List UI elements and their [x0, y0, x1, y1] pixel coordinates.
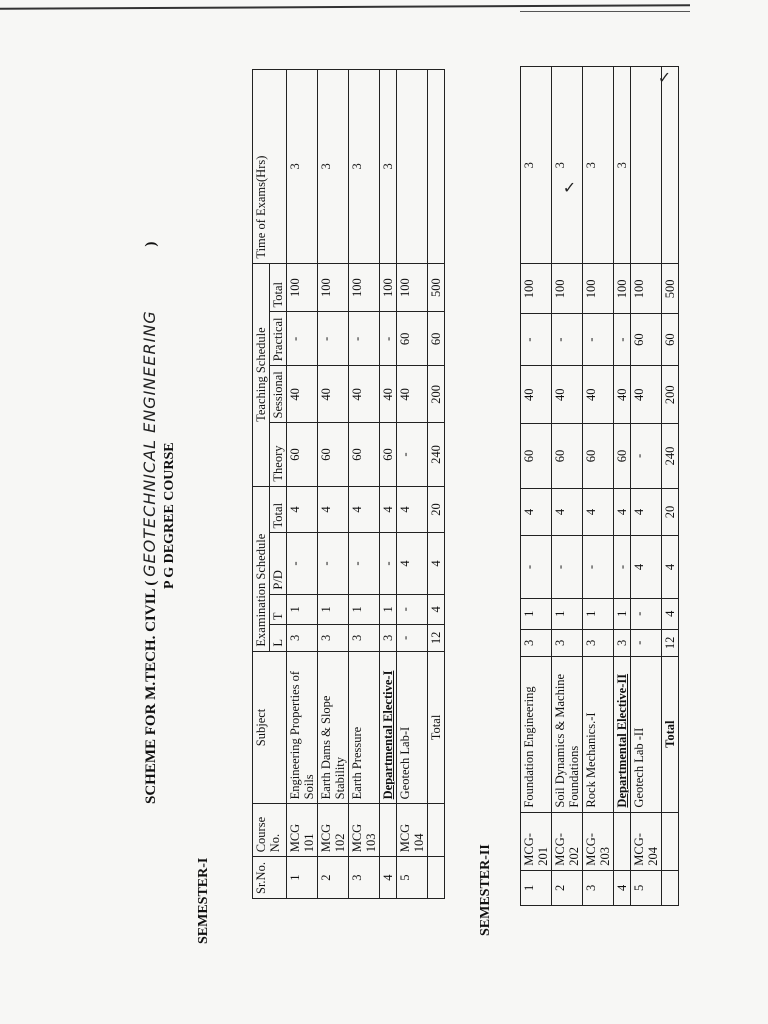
cell-sr: 5 — [631, 870, 662, 905]
cell-PD: - — [614, 536, 631, 598]
cell-tot: 4 — [349, 486, 380, 533]
cell-T: 1 — [521, 598, 552, 629]
cell-L: - — [631, 629, 662, 656]
table-row — [349, 70, 380, 899]
cell-subject: Rock Mechanics.-I — [583, 656, 614, 812]
cell-time: 3 — [614, 67, 631, 264]
cell-sess: 40 — [318, 366, 349, 423]
cell-sr: 2 — [552, 870, 583, 905]
total-label: Total — [428, 651, 445, 804]
cell-subject: Foundation Engineering — [521, 656, 552, 812]
cell-total: 100 — [349, 263, 380, 312]
cell-theory: - — [631, 424, 662, 488]
cell-T: 1 — [583, 598, 614, 629]
cell-theory: 60 — [318, 423, 349, 486]
total-theory: 240 — [662, 424, 679, 488]
total-L: 12 — [662, 629, 679, 656]
cell-T: - — [631, 598, 662, 629]
title-suffix: ) — [143, 241, 159, 247]
cell-sess: 40 — [380, 366, 397, 423]
cell-time: 3 — [521, 67, 552, 264]
cell-course — [614, 812, 631, 870]
cell-sess: 40 — [631, 366, 662, 424]
cell-course: MCG- 204 — [631, 812, 662, 870]
cell-theory: 60 — [521, 424, 552, 488]
semester-1-table — [252, 69, 445, 899]
cell-PD: - — [583, 536, 614, 598]
cell-PD: - — [552, 536, 583, 598]
cell-theory: 60 — [552, 424, 583, 488]
cell-sr: 3 — [349, 857, 380, 899]
document-title — [140, 104, 160, 804]
cell-prac: 60 — [631, 314, 662, 366]
cell-total: 100 — [552, 264, 583, 314]
cell-sr: 5 — [397, 857, 428, 899]
semester-2-table — [520, 66, 679, 906]
cell-total: 100 — [631, 264, 662, 314]
cell-L: 3 — [287, 625, 318, 651]
header-L: L — [270, 625, 287, 651]
header-T: T — [270, 594, 287, 625]
semester-2-label: SEMESTER-II — [478, 844, 493, 936]
total-label: Total — [662, 656, 679, 812]
cell-course: MCG 101 — [287, 804, 318, 857]
cell-tot: 4 — [631, 488, 662, 536]
empty-cell — [428, 857, 445, 899]
cell-time: 3 — [349, 70, 380, 264]
header-exam-schedule: Examination Schedule — [253, 486, 270, 651]
cell-course: MCG 102 — [318, 804, 349, 857]
cell-L: - — [397, 625, 428, 651]
total-PD: 4 — [428, 533, 445, 594]
cell-course — [380, 804, 397, 857]
cell-theory: 60 — [614, 424, 631, 488]
cell-L: 3 — [380, 625, 397, 651]
total-L: 12 — [428, 625, 445, 651]
table-row — [631, 67, 662, 906]
cell-total: 100 — [287, 263, 318, 312]
table-row — [287, 70, 318, 899]
total-row — [662, 67, 679, 906]
total-theory: 240 — [428, 423, 445, 486]
cell-sr: 1 — [521, 870, 552, 905]
cell-T: 1 — [349, 594, 380, 625]
total-sess: 200 — [662, 366, 679, 424]
cell-PD: - — [318, 533, 349, 594]
cell-subject: Departmental Elective-II — [614, 656, 631, 812]
cell-T: 1 — [552, 598, 583, 629]
semester-1-label: SEMESTER-I — [196, 857, 211, 944]
total-total: 500 — [662, 264, 679, 314]
cell-prac: - — [583, 314, 614, 366]
cell-sess: 40 — [349, 366, 380, 423]
cell-course: MCG- 202 — [552, 812, 583, 870]
cell-tot: 4 — [521, 488, 552, 536]
cell-PD: 4 — [397, 533, 428, 594]
cell-time: 3 — [583, 67, 614, 264]
cell-total: 100 — [583, 264, 614, 314]
header-sessional: Sessional — [270, 366, 287, 423]
header-teaching-schedule: Teaching Schedule — [253, 263, 270, 486]
cell-tot: 4 — [380, 486, 397, 533]
cell-sr: 3 — [583, 870, 614, 905]
title-prefix: SCHEME FOR M.TECH. CIVIL ( — [143, 580, 159, 804]
total-prac: 60 — [662, 314, 679, 366]
semester-2-body — [521, 67, 679, 906]
cell-T: 1 — [380, 594, 397, 625]
cell-L: 3 — [318, 625, 349, 651]
cell-time: 3 — [552, 67, 583, 264]
cell-theory: 60 — [583, 424, 614, 488]
total-T: 4 — [428, 594, 445, 625]
header-PD: P/D — [270, 533, 287, 594]
cell-time — [631, 67, 662, 264]
total-prac: 60 — [428, 312, 445, 366]
header-practical: Practical — [270, 312, 287, 366]
cell-T: 1 — [287, 594, 318, 625]
cell-subject: Geotech Lab-I — [397, 651, 428, 804]
cell-PD: 4 — [631, 536, 662, 598]
empty-cell — [662, 812, 679, 870]
cell-course: MCG-201 — [521, 812, 552, 870]
cell-sr: 4 — [614, 870, 631, 905]
cell-tot: 4 — [552, 488, 583, 536]
cell-tot: 4 — [397, 486, 428, 533]
empty-cell — [662, 870, 679, 905]
cell-time: 3 — [380, 70, 397, 264]
document-subtitle: P G DEGREE COURSE — [162, 442, 177, 589]
cell-course: MCG 103 — [349, 804, 380, 857]
cell-subject: Earth Pressure — [349, 651, 380, 804]
header-row — [253, 70, 270, 899]
empty-cell — [428, 70, 445, 264]
cell-subject: Earth Dams & Slope Stability — [318, 651, 349, 804]
total-row — [428, 70, 445, 899]
cell-total: 100 — [318, 263, 349, 312]
cell-total: 100 — [397, 263, 428, 312]
cell-prac: - — [552, 314, 583, 366]
tick-mark-icon: ✓ — [657, 67, 672, 87]
header-course: Course No. — [253, 804, 287, 857]
cell-theory: 60 — [287, 423, 318, 486]
cell-PD: - — [349, 533, 380, 594]
cell-sess: 40 — [521, 366, 552, 424]
cell-total: 100 — [380, 263, 397, 312]
header-sr: Sr.No. — [253, 857, 287, 899]
cell-subject: Geotech Lab -II — [631, 656, 662, 812]
cell-tot: 4 — [614, 488, 631, 536]
table-row — [380, 70, 397, 899]
cell-prac: 60 — [397, 312, 428, 366]
cell-theory: 60 — [349, 423, 380, 486]
cell-sr: 1 — [287, 857, 318, 899]
cell-prac: - — [380, 312, 397, 366]
table-row — [397, 70, 428, 899]
cell-time: 3 — [287, 70, 318, 264]
cell-T: 1 — [318, 594, 349, 625]
cell-sess: 40 — [552, 366, 583, 424]
total-sess: 200 — [428, 366, 445, 423]
title-handwritten: GEOTECHNICAL ENGINEERING — [140, 310, 159, 577]
semester-1-body — [287, 70, 445, 899]
cell-tot: 4 — [287, 486, 318, 533]
cell-subject: Engineering Properties of Soils — [287, 651, 318, 804]
table-row — [614, 67, 631, 906]
cell-prac: - — [318, 312, 349, 366]
cell-PD: - — [521, 536, 552, 598]
cell-course: MCG 104 — [397, 804, 428, 857]
cell-theory: 60 — [380, 423, 397, 486]
cell-subject: Departmental Elective-I — [380, 651, 397, 804]
cell-sess: 40 — [287, 366, 318, 423]
header-subject: Subject — [253, 651, 287, 804]
cell-sr: 4 — [380, 857, 397, 899]
cell-sess: 40 — [397, 366, 428, 423]
cell-tot: 4 — [318, 486, 349, 533]
empty-cell — [428, 804, 445, 857]
cell-PD: - — [287, 533, 318, 594]
cell-total: 100 — [521, 264, 552, 314]
cell-T: 1 — [614, 598, 631, 629]
header-total-marks: Total — [270, 263, 287, 312]
cell-sess: 40 — [583, 366, 614, 424]
empty-cell — [662, 67, 679, 264]
tick-mark-icon: ✓ — [562, 177, 577, 197]
cell-prac: - — [349, 312, 380, 366]
cell-L: 3 — [583, 629, 614, 656]
cell-L: 3 — [614, 629, 631, 656]
cell-L: 3 — [521, 629, 552, 656]
cell-course: MCG-203 — [583, 812, 614, 870]
cell-time — [397, 70, 428, 264]
cell-L: 3 — [349, 625, 380, 651]
cell-theory: - — [397, 423, 428, 486]
header-total-hours: Total — [270, 486, 287, 533]
cell-prac: - — [287, 312, 318, 366]
cell-tot: 4 — [583, 488, 614, 536]
cell-T: - — [397, 594, 428, 625]
table-row — [318, 70, 349, 899]
total-tot: 20 — [662, 488, 679, 536]
cell-L: 3 — [552, 629, 583, 656]
cell-total: 100 — [614, 264, 631, 314]
cell-prac: - — [614, 314, 631, 366]
table-row — [583, 67, 614, 906]
total-tot: 20 — [428, 486, 445, 533]
total-total: 500 — [428, 263, 445, 312]
cell-PD: - — [380, 533, 397, 594]
table-row — [521, 67, 552, 906]
header-time: Time of Exams(Hrs) — [253, 70, 287, 264]
total-T: 4 — [662, 598, 679, 629]
total-PD: 4 — [662, 536, 679, 598]
cell-subject: Soil Dynamics & Machine Foundations — [552, 656, 583, 812]
cell-prac: - — [521, 314, 552, 366]
header-theory: Theory — [270, 423, 287, 486]
cell-sr: 2 — [318, 857, 349, 899]
cell-sess: 40 — [614, 366, 631, 424]
cell-time: 3 — [318, 70, 349, 264]
